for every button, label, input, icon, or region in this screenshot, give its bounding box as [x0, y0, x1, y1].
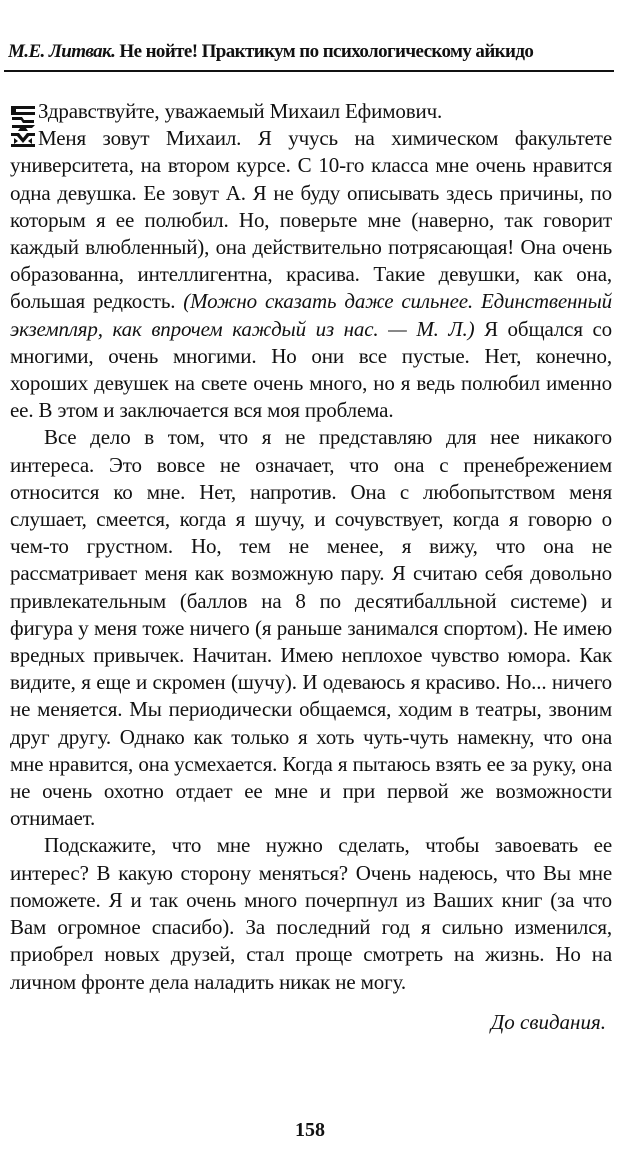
author-note: (Можно сказать даже сильнее. Единственный экземпляр, как впрочем каждый из нас. — М. Л.)	[10, 289, 612, 341]
header-rule	[4, 70, 614, 72]
letter-paragraph-1	[10, 98, 612, 424]
letter-paragraph-3: Подскажите, что мне нужно сделать, чтобы завоевать ее интерес? В какую сторону меняться? Очень надеюсь, что Вы мне поможете. Я и так очень много почерпнул из Ваших книг (за что Вам огромное спасибо). За последний год я сильно изменился, приобрел новых друзей, стал проще смотреть на жизнь. Но на личном фронте дела наладить никак не могу.	[10, 833, 612, 994]
header-book-title: Не нойте! Практикум по психологическому айкидо	[119, 41, 534, 62]
page-number: 158	[295, 1119, 325, 1141]
header-author: М.Е. Литвак.	[8, 41, 116, 62]
letter-paragraph-2: Все дело в том, что я не представляю для нее никакого интереса. Это вовсе не означает, что она с пренебрежением относится ко мне. Нет, напротив. Она с любопытством меня слушает, смеется, когда я шучу, и сочувствует, когда я говорю о чем-то грустном. Но, тем не менее, я вижу, что она не рассматривает меня как возможную пару. Я считаю себя довольно привлекательным (баллов на 8 по десятибалльной системе) и фигура у меня тоже ничего (я раньше занимался спортом). Не имею вредных привычек. Начитан. Имею неплохое чувство юмора. Как видите, я еще и скромен (шучу). И одеваюсь я красиво. Но... ничего не меняется. Мы периодически общаемся, ходим в театры, звоним друг другу. Однако как только я хоть чуть-чуть намекну, что она мне нравится, она усмехается. Когда я пытаюсь взять ее за руку, она не очень охотно отдает ее мне и при первой же возможности отнимает.	[10, 425, 612, 831]
letter-signoff: До свидания.	[490, 1010, 606, 1034]
letter-ornament-icon	[10, 104, 36, 148]
letter-body	[10, 98, 612, 996]
letter-greeting: Здравствуйте, уважаемый Михаил Ефимович.	[38, 99, 443, 123]
letter-paragraph-1-end: Я общался со многими, очень многими. Но они все пустые. Нет, конечно, хороших девушек на свете очень много, но я ведь полюбил именно ее. В этом и заключается вся моя проблема.	[10, 316, 612, 423]
letter-paragraph-1-body: Меня зовут Михаил. Я учусь на химическом факультете университета, на втором курсе. С 10-го класса мне очень нравится одна девушка. Ее зовут А. Я не буду описывать здесь причины, по которым я ее полюбил. Но, поверьте мне (наверно, так говорит каждый влюбленный), она действительно потрясающая! Она очень образованна, интеллигентна, красива. Такие девушки, как она, большая редкость.	[10, 126, 612, 314]
running-head	[8, 40, 612, 64]
